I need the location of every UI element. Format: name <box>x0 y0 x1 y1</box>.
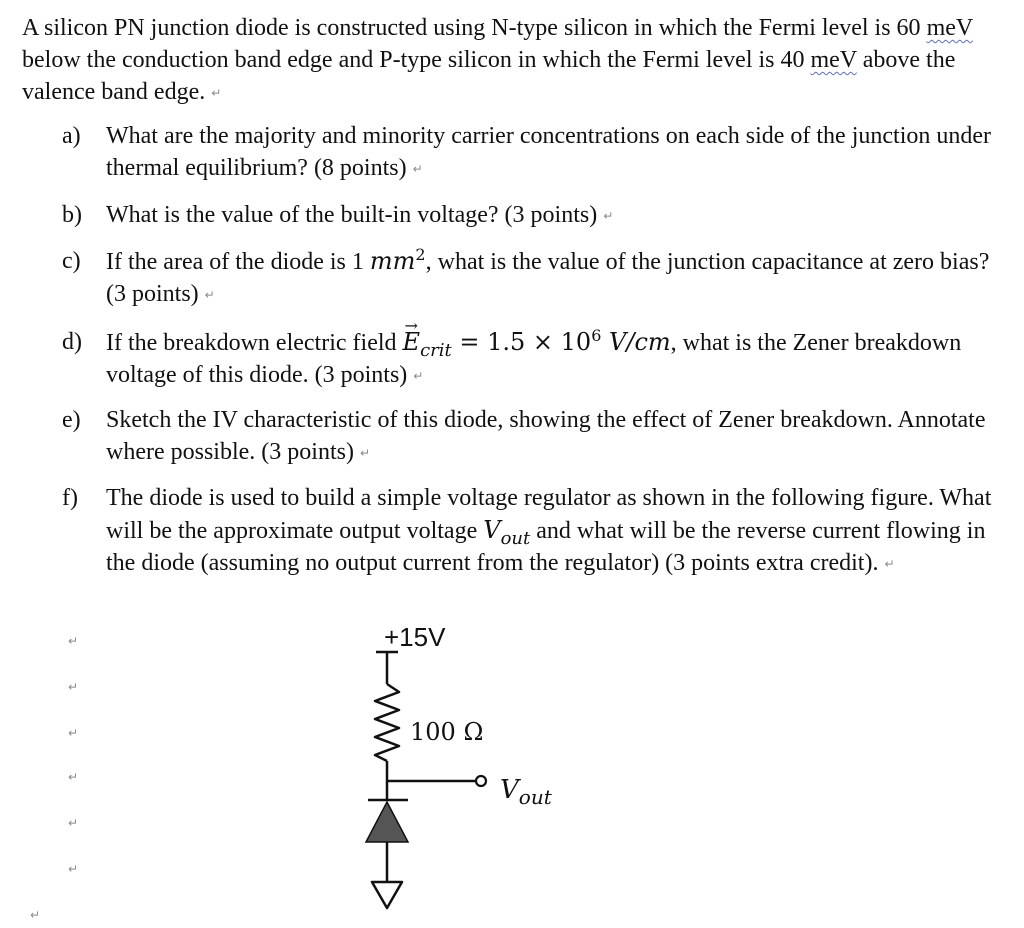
question-text-pre: If the breakdown electric field <box>106 330 403 356</box>
vout-label-sub: out <box>518 785 552 809</box>
question-letter: b) <box>62 202 82 228</box>
paragraph-mark: ↵ <box>68 680 79 694</box>
question-text: What are the majority and minority carrier concentrations on each side of the junction under thermal equilibrium? (8 points) <box>106 123 991 181</box>
question-text-post: and what will be the reverse current flowing in the diode (assuming no output current from the regulator) (3 points extra credit). <box>106 518 986 576</box>
field-exponent: 6 <box>591 326 602 345</box>
paragraph-mark: ↵ <box>30 908 41 922</box>
field-value: = 1.5 × 10 <box>451 328 592 356</box>
resistor-label: 100 Ω <box>410 718 484 746</box>
vout-label <box>500 775 553 809</box>
question-letter: a) <box>62 123 81 149</box>
paragraph-mark: ↵ <box>884 557 895 572</box>
paragraph-mark: ↵ <box>359 446 371 461</box>
paragraph-mark: ↵ <box>211 86 222 101</box>
question-letter: e) <box>62 407 81 433</box>
math-exponent: 2 <box>415 245 426 264</box>
paragraph-mark: ↵ <box>68 816 79 830</box>
question-text-post: , what is the Zener breakdown voltage of this diode. (3 points) <box>106 330 962 388</box>
field-subscript: crit <box>420 339 452 361</box>
paragraph-mark: ↵ <box>204 288 215 303</box>
paragraph-mark: ↵ <box>68 770 79 784</box>
zener-diode-symbol <box>366 802 408 842</box>
question-text: Sketch the IV characteristic of this diode, showing the effect of Zener breakdown. Annotate where possible. (3 points) <box>106 407 986 465</box>
question-text-pre: If the area of the diode is 1 <box>106 249 370 275</box>
vout-subscript: out <box>500 527 531 549</box>
paragraph-mark: ↵ <box>68 726 79 740</box>
question-letter: c) <box>62 248 81 274</box>
unit-mev-2: meV <box>810 47 857 73</box>
intro-text-1: A silicon PN junction diode is constructed using N-type silicon in which the Fermi level is 60 <box>22 15 927 41</box>
field-unit: V/cm <box>601 328 671 356</box>
resistor-symbol <box>375 684 399 761</box>
question-letter: d) <box>62 329 82 355</box>
paragraph-mark: ↵ <box>413 369 424 384</box>
paragraph-mark: ↵ <box>68 634 79 648</box>
question-text: What is the value of the built-in voltage? (3 points) <box>106 202 598 228</box>
vout-label-v: V <box>500 775 519 805</box>
output-terminal <box>476 776 486 786</box>
question-text-pre: The diode is used to build a simple voltage regulator as shown in the following figure. What will be the approximate output voltage <box>106 485 992 544</box>
supply-label: +15V <box>384 622 446 652</box>
intro-text-2: below the conduction band edge and P-type silicon in which the Fermi level is 40 <box>22 47 811 73</box>
intro-text-3: above the valence band edge. <box>22 47 956 105</box>
vout-symbol: V <box>483 516 501 544</box>
paragraph-mark: ↵ <box>603 209 614 224</box>
ground-symbol <box>372 882 402 908</box>
paragraph-mark: ↵ <box>68 862 79 876</box>
unit-mev-1: meV <box>926 15 973 41</box>
paragraph-mark: ↵ <box>412 162 423 177</box>
math-area-unit: mm <box>369 247 416 275</box>
electric-field-symbol: → E <box>403 326 421 358</box>
question-letter: f) <box>62 485 78 511</box>
question-text-post: , what is the value of the junction capacitance at zero bias? (3 points) <box>106 249 990 307</box>
